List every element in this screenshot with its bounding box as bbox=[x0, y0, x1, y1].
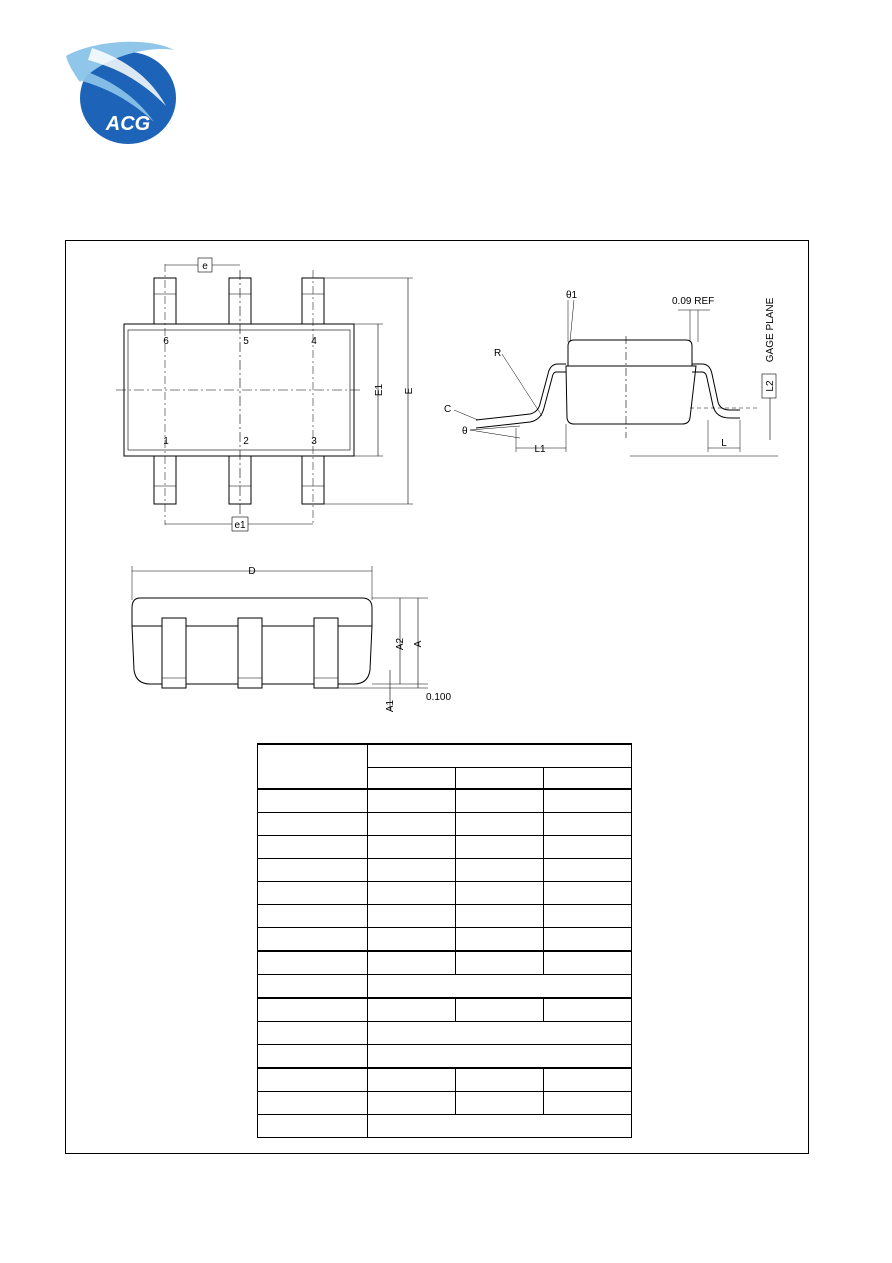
pin-4-label: 4 bbox=[311, 336, 317, 347]
table-cell bbox=[368, 975, 632, 999]
table-cell bbox=[258, 998, 368, 1022]
table-header-dimensions bbox=[368, 744, 632, 768]
table-cell bbox=[258, 1022, 368, 1045]
table-cell bbox=[258, 1115, 368, 1138]
side-view-drawing bbox=[440, 280, 790, 470]
front-view-drawing bbox=[110, 560, 470, 720]
table-cell bbox=[368, 882, 456, 905]
table-cell bbox=[456, 836, 544, 859]
table-cell bbox=[368, 1115, 632, 1138]
table-cell bbox=[368, 1022, 632, 1045]
table-cell bbox=[368, 905, 456, 928]
theta1-label: θ1 bbox=[566, 290, 578, 301]
A2-label: A2 bbox=[395, 637, 406, 651]
table-cell bbox=[258, 905, 368, 928]
table-cell bbox=[544, 836, 632, 859]
table-header-symbol bbox=[258, 744, 368, 789]
table-cell bbox=[456, 998, 544, 1022]
table-cell bbox=[544, 928, 632, 952]
table-cell bbox=[258, 859, 368, 882]
table-header-min bbox=[368, 768, 456, 790]
table-header-max bbox=[544, 768, 632, 790]
theta-label: θ bbox=[462, 426, 468, 437]
table-cell bbox=[258, 1092, 368, 1115]
table-cell bbox=[368, 859, 456, 882]
table-cell bbox=[368, 789, 456, 813]
C-label: C bbox=[444, 404, 452, 415]
R-label: R bbox=[494, 348, 502, 359]
acg-logo bbox=[62, 36, 180, 146]
A-label: A bbox=[413, 640, 424, 648]
table-cell bbox=[544, 789, 632, 813]
dim-E-label: E bbox=[404, 387, 415, 395]
pin-5-label: 5 bbox=[243, 336, 249, 347]
table-cell bbox=[368, 998, 456, 1022]
table-cell bbox=[258, 975, 368, 999]
table-cell bbox=[456, 813, 544, 836]
ref-label: 0.09 REF bbox=[672, 296, 715, 307]
table-cell bbox=[456, 1068, 544, 1092]
table-cell bbox=[258, 836, 368, 859]
table-cell bbox=[258, 951, 368, 975]
table-cell bbox=[544, 1092, 632, 1115]
table-cell bbox=[368, 1092, 456, 1115]
D-label: D bbox=[248, 566, 256, 577]
table-cell bbox=[456, 905, 544, 928]
table-cell bbox=[368, 951, 456, 975]
table-cell bbox=[368, 1068, 456, 1092]
table-cell bbox=[544, 905, 632, 928]
L-label: L bbox=[721, 438, 727, 449]
table-cell bbox=[368, 813, 456, 836]
top-view-drawing bbox=[108, 250, 428, 540]
logo-text: ACG bbox=[105, 113, 151, 135]
table-cell bbox=[544, 859, 632, 882]
table-cell bbox=[368, 928, 456, 952]
table-cell bbox=[544, 998, 632, 1022]
table-cell bbox=[456, 1092, 544, 1115]
table-cell bbox=[456, 951, 544, 975]
table-cell bbox=[544, 882, 632, 905]
table-cell bbox=[258, 813, 368, 836]
dim-e-label: e bbox=[202, 261, 208, 272]
dim-e1-label: e1 bbox=[234, 520, 246, 531]
table-cell bbox=[258, 1068, 368, 1092]
dimension-table bbox=[257, 743, 632, 1138]
table-cell bbox=[368, 1045, 632, 1069]
table-cell bbox=[456, 859, 544, 882]
L2-label: L2 bbox=[765, 380, 776, 392]
flat-label: 0.100 bbox=[426, 692, 452, 703]
table-cell bbox=[544, 813, 632, 836]
L1-label: L1 bbox=[534, 444, 546, 455]
table-cell bbox=[258, 928, 368, 952]
table-cell bbox=[456, 882, 544, 905]
pin-2-label: 2 bbox=[243, 436, 249, 447]
table-cell bbox=[544, 1068, 632, 1092]
table-cell bbox=[456, 789, 544, 813]
pin-3-label: 3 bbox=[311, 436, 317, 447]
gage-plane-label: GAGE PLANE bbox=[765, 297, 776, 363]
table-header-nom bbox=[456, 768, 544, 790]
table-cell bbox=[544, 951, 632, 975]
table-cell bbox=[368, 836, 456, 859]
table-cell bbox=[258, 789, 368, 813]
table-cell bbox=[258, 1045, 368, 1069]
table-cell bbox=[456, 928, 544, 952]
pin-6-label: 6 bbox=[163, 336, 169, 347]
dim-E1-label: E1 bbox=[374, 383, 385, 397]
pin-1-label: 1 bbox=[163, 436, 169, 447]
A1-label: A1 bbox=[385, 699, 396, 713]
table-cell bbox=[258, 882, 368, 905]
